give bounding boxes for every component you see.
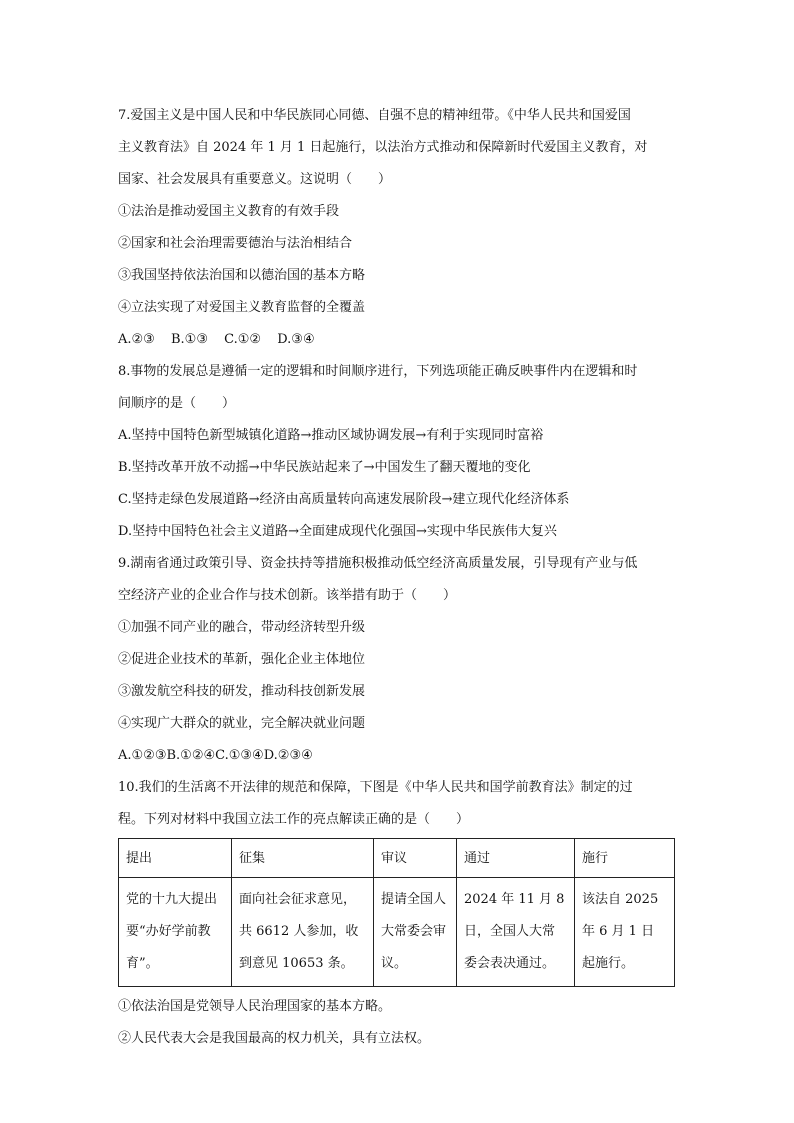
question-9-statement: ①加强不同产业的融合，带动经济转型升级	[118, 620, 366, 635]
question-7	[118, 100, 678, 356]
question-8-stem-line: 间顺序的是（ ）	[118, 396, 236, 411]
table-header-cell: 施行	[575, 839, 675, 878]
question-9-statement: ④实现广大群众的就业，完全解决就业问题	[118, 716, 366, 731]
question-9-stem-line: 空经济产业的企业合作与技术创新。该举措有助于（ ）	[118, 588, 457, 603]
question-10	[118, 772, 678, 1055]
question-7-option-d: D.③④	[277, 332, 315, 347]
question-9-options: A.①②③B.①②④C.①③④D.②③④	[118, 748, 313, 763]
question-10-statement: ②人民代表大会是我国最高的权力机关，具有立法权。	[118, 1031, 431, 1046]
question-10-stem-line: 10.我们的生活离不开法律的规范和保障，下图是《中华人民共和国学前教育法》制定的过	[118, 780, 633, 795]
table-cell: 提请全国人大常委会审议。	[374, 878, 457, 987]
question-9-statement: ③激发航空科技的研发，推动科技创新发展	[118, 684, 366, 699]
question-9-statement: ②促进企业技术的革新，强化企业主体地位	[118, 652, 366, 667]
question-7-stem-line: 7.爱国主义是中国人民和中华民族同心同德、自强不息的精神纽带。《中华人民共和国爱国	[118, 108, 631, 123]
table-cell: 党的十九大提出要“办好学前教育”。	[119, 878, 232, 987]
question-7-statement: ④立法实现了对爱国主义教育监督的全覆盖	[118, 300, 366, 315]
table-row	[119, 878, 675, 987]
question-7-options	[118, 324, 678, 356]
question-8-stem-line: 8.事物的发展总是遵循一定的逻辑和时间顺序进行，下列选项能正确反映事件内在逻辑和时	[118, 364, 638, 379]
question-9-stem-line: 9.湖南省通过政策引导、资金扶持等措施积极推动低空经济高质量发展，引导现有产业与低	[118, 556, 638, 571]
table-cell: 该法自 2025 年 6 月 1 日起施行。	[575, 878, 675, 987]
question-7-stem-line: 主义教育法》自 2024 年 1 月 1 日起施行，以法治方式推动和保障新时代爱国主义教育，对	[118, 140, 648, 155]
question-7-statement: ③我国坚持依法治国和以德治国的基本方略	[118, 268, 366, 283]
table-header-row	[119, 839, 675, 878]
question-7-option-a: A.②③	[118, 332, 155, 347]
legislation-process-table	[118, 838, 675, 987]
question-8-option-a: A.坚持中国特色新型城镇化道路→推动区域协调发展→有利于实现同时富裕	[118, 428, 544, 443]
question-8-option-c: C.坚持走绿色发展道路→经济由高质量转向高速发展阶段→建立现代化经济体系	[118, 492, 570, 507]
exam-content	[118, 100, 678, 1055]
question-8-option-d: D.坚持中国特色社会主义道路→全面建成现代化强国→实现中华民族伟大复兴	[118, 524, 557, 539]
table-header-cell: 征集	[232, 839, 374, 878]
question-7-statement: ②国家和社会治理需要德治与法治相结合	[118, 236, 353, 251]
question-7-option-b: B.①③	[170, 332, 208, 347]
question-9	[118, 548, 678, 772]
question-8-option-b: B.坚持改革开放不动摇→中华民族站起来了→中国发生了翻天覆地的变化	[118, 460, 531, 475]
question-10-statement: ①依法治国是党领导人民治理国家的基本方略。	[118, 999, 392, 1014]
question-8	[118, 356, 678, 548]
question-10-stem-line: 程。下列对材料中我国立法工作的亮点解读正确的是（ ）	[118, 812, 470, 827]
question-7-option-c: C.①②	[224, 332, 262, 347]
table-cell: 2024 年 11 月 8 日，全国人大常委会表决通过。	[457, 878, 575, 987]
table-header-cell: 通过	[457, 839, 575, 878]
question-7-statement: ①法治是推动爱国主义教育的有效手段	[118, 204, 340, 219]
table-header-cell: 审议	[374, 839, 457, 878]
question-7-stem-line: 国家、社会发展具有重要意义。这说明（ ）	[118, 172, 392, 187]
table-cell: 面向社会征求意见，共 6612 人参加，收到意见 10653 条。	[232, 878, 374, 987]
table-header-cell: 提出	[119, 839, 232, 878]
